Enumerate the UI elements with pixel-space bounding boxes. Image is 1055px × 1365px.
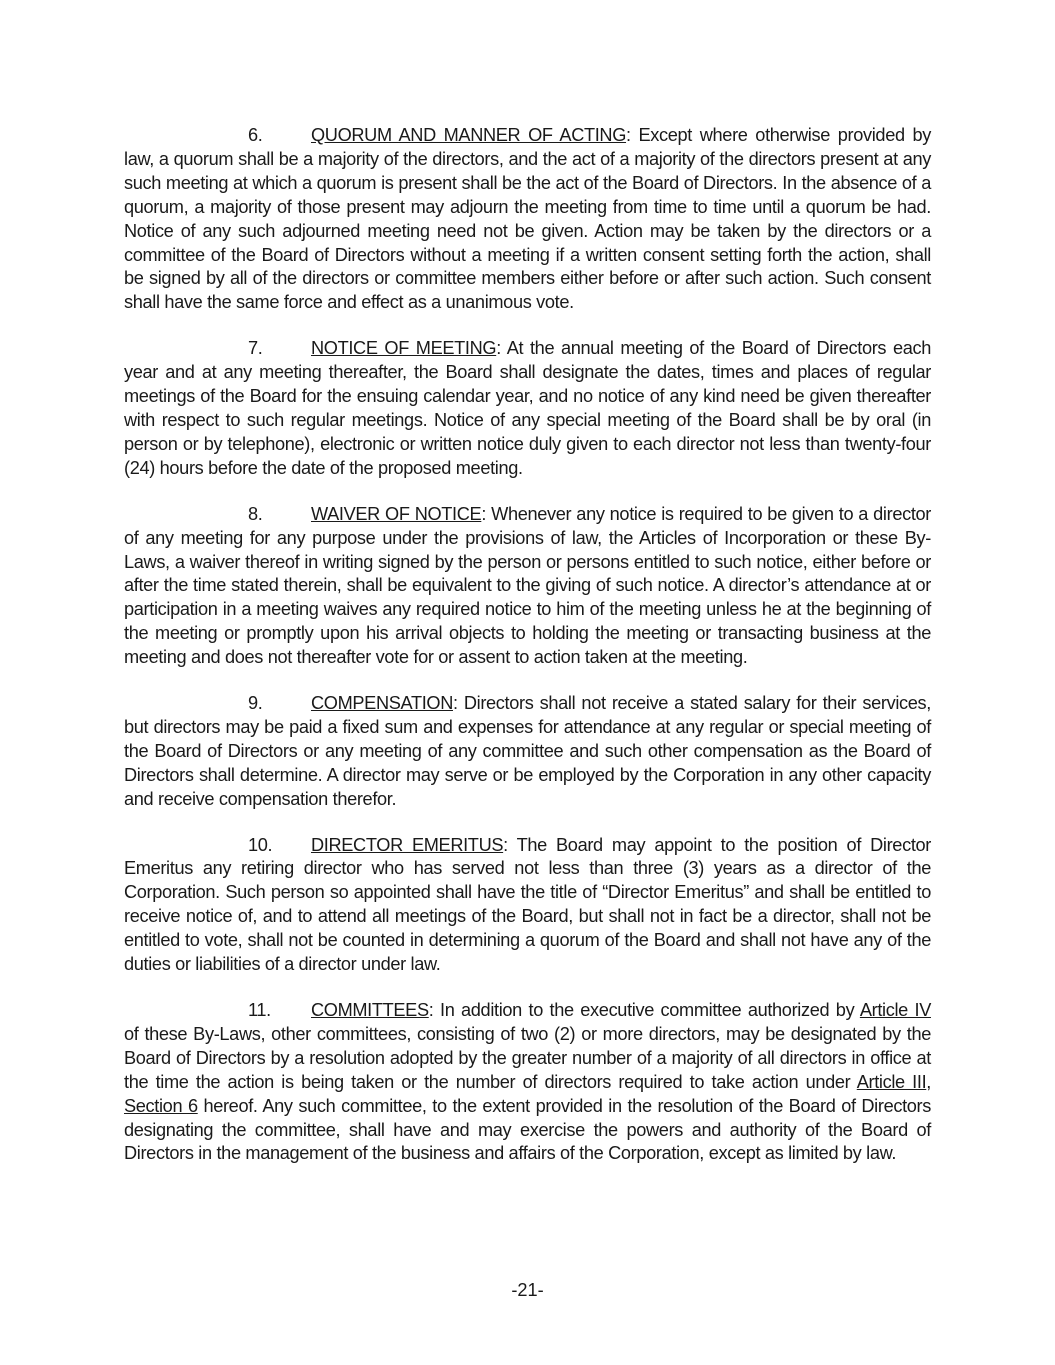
section-title: NOTICE OF MEETING xyxy=(311,338,497,359)
section-number: 10. xyxy=(248,834,273,855)
section-sep: : xyxy=(503,834,508,855)
section-8-waiver-of-notice xyxy=(124,503,931,670)
section-title: COMPENSATION xyxy=(311,693,453,714)
section-sep: : xyxy=(452,693,458,714)
section-7-notice-of-meeting xyxy=(124,337,931,480)
section-title: QUORUM AND MANNER OF ACTING xyxy=(311,125,627,145)
section-title: WAIVER OF NOTICE xyxy=(311,503,482,524)
section-body: The Board may appoint to the position of Director Emeritus any retiring director who has served not less than three (3) years as a director of the Corporation. Such person so appointed shall have the title of “Director Emeritus” and shall be entitled to receive notice of, and to attend all meetings of the Board, but shall not in fact be a director, shall not be entitled to vote, shall not be counted in determining a quorum of the Board and shall not have any of the duties or liabilities of a director under law. xyxy=(124,834,931,975)
section-sep: : xyxy=(496,338,501,359)
section-number: 11. xyxy=(248,1000,271,1020)
section-title: DIRECTOR EMERITUS xyxy=(311,834,504,855)
section-sep: : xyxy=(481,503,487,524)
section-number: 8. xyxy=(248,503,263,524)
section-10-director-emeritus xyxy=(124,834,931,977)
section-sep: : xyxy=(428,1000,434,1020)
section-11-committees xyxy=(124,999,931,1166)
section-body: Directors shall not receive a stated salary for their services, but directors may be paid a fixed sum and expenses for attendance at any regular or special meeting of the Board of Directors or any meeting of any committee and such other compensation as the Board of Directors shall determine. A director may serve or be employed by the Corporation in any other capacity and receive compensation therefor. xyxy=(124,693,931,809)
article-iii-reference: Article III xyxy=(856,1071,927,1092)
page-number: -21- xyxy=(511,1280,544,1300)
document-page xyxy=(124,124,931,1188)
section-body-part: , xyxy=(926,1071,931,1092)
section-9-compensation xyxy=(124,692,931,812)
section-6-reference: Section 6 xyxy=(124,1095,198,1116)
section-6-quorum xyxy=(124,124,931,315)
section-body: Except where otherwise provided by law, a quorum shall be a majority of the directors, and the act of a majority of the directors present at any such meeting at which a quorum is present shall be the act of the Board of Directors. In the absence of a quorum, a majority of those present may adjourn the meeting from time to time until a quorum be had. Notice of any such adjourned meeting need not be given. Action may be taken by the directors or a committee of the Board of Directors without a meeting if a written consent setting forth the action, shall be signed by all of the directors or committee members either before or after such action. Such consent shall have the same force and effect as a unanimous vote. xyxy=(124,125,931,313)
section-body: Whenever any notice is required to be given to a director of any meeting for any purpose under the provisions of law, the Articles of Incorporation or these By-Laws, a waiver thereof in writing signed by the person or persons entitled to such notice, either before or after the time stated therein, shall be equivalent to the giving of such notice. A director’s attendance at or participation in a meeting waives any required notice to him of the meeting unless he at the beginning of the meeting or promptly upon his arrival objects to holding the meeting or transacting business at the meeting and does not thereafter vote for or assent to action taken at the meeting. xyxy=(124,503,932,668)
section-sep: : xyxy=(626,125,631,145)
section-number: 9. xyxy=(248,693,263,714)
section-number: 7. xyxy=(248,338,263,359)
section-body-part: hereof. Any such committee, to the extent provided in the resolution of the Board of Directors designating the committee, shall have and may exercise the powers and authority of the Board of Directors in the management of the business and affairs of the Corporation, except as limited by law. xyxy=(124,1095,932,1164)
section-title: COMMITTEES xyxy=(311,1000,429,1020)
section-body-part: of these By-Laws, other committees, consisting of two (2) or more directors, may be designated by the Board of Directors by a resolution adopted by the greater number of a majority of all directors in office at the time the action is being taken or the number of directors required to take action under xyxy=(124,1023,931,1092)
article-iv-reference: Article IV xyxy=(859,1000,931,1020)
section-body: At the annual meeting of the Board of Directors each year and at any meeting thereafter, the Board shall designate the dates, times and places of regular meetings of the Board for the ensuing calendar year, and no notice of any kind need be given thereafter with respect to such regular meetings. Notice of any special meeting of the Board shall be by oral (in person or by telephone), electronic or written notice duly given to each director not less than twenty-four (24) hours before the date of the proposed meeting. xyxy=(124,338,931,478)
section-body-part: In addition to the executive committee authorized by xyxy=(433,1000,860,1020)
section-number: 6. xyxy=(248,125,263,145)
